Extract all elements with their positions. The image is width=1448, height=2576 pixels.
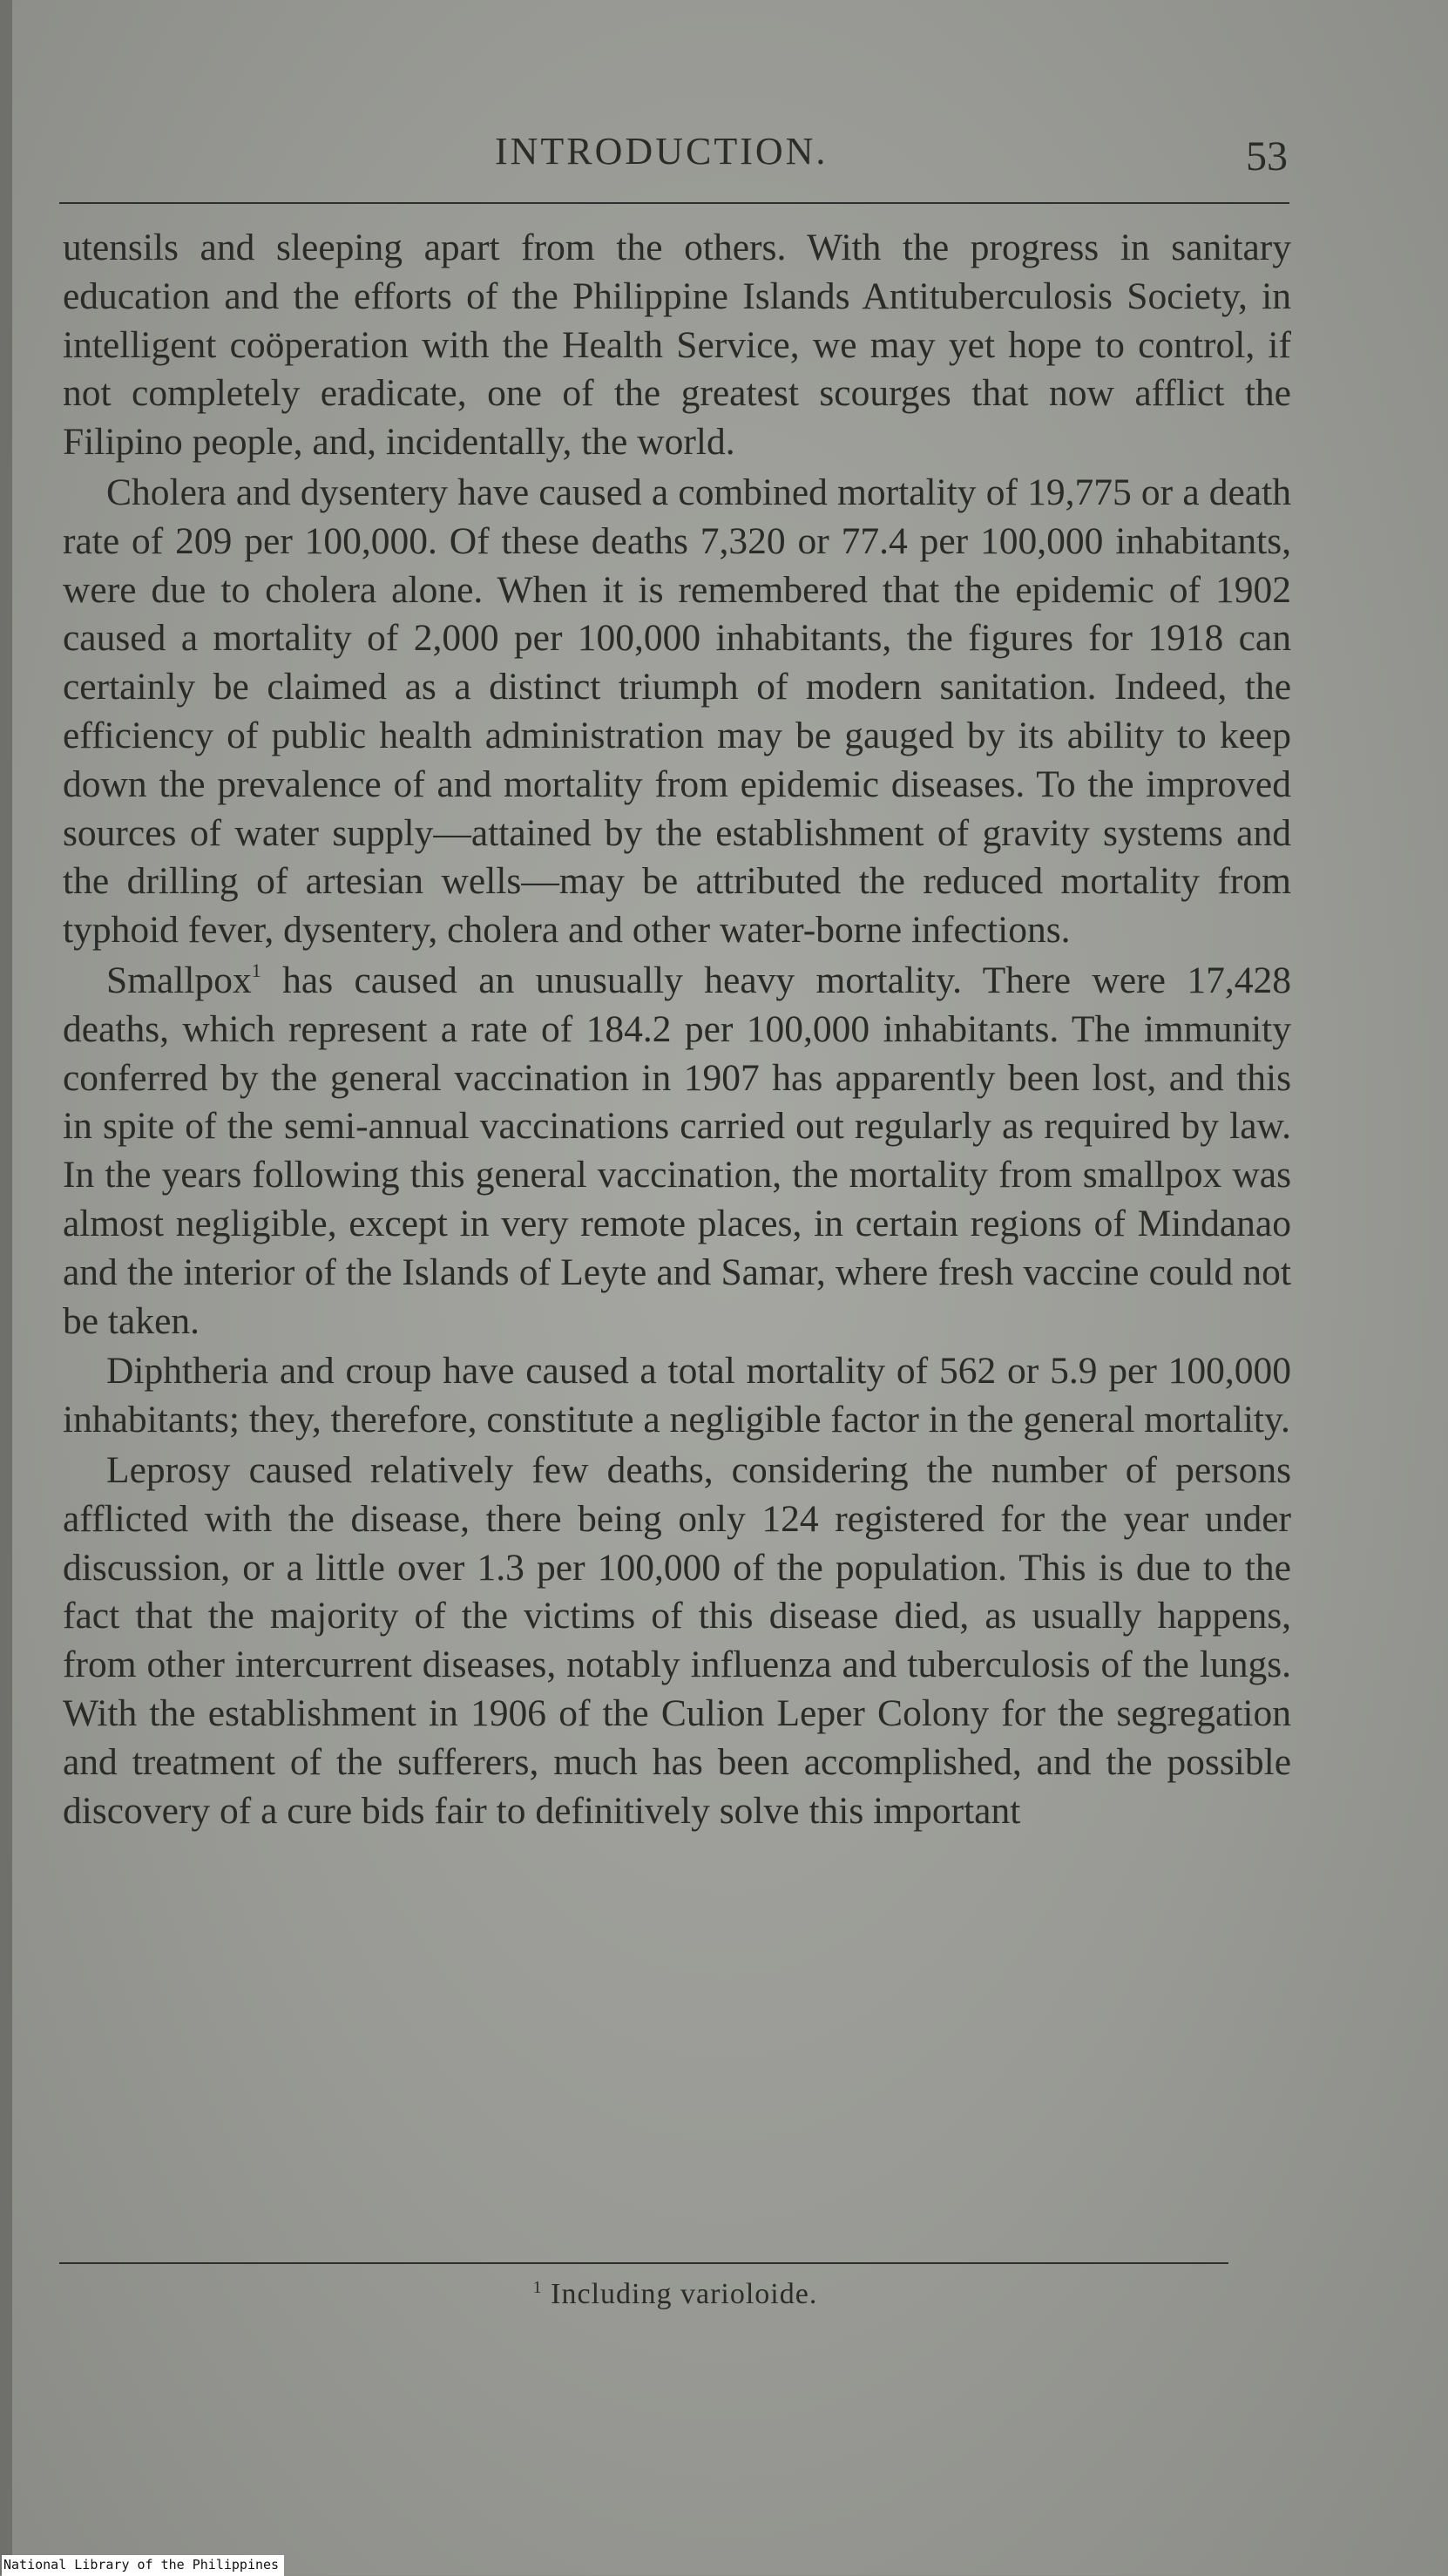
page-number: 53 [1246,133,1288,180]
paragraph-leprosy: Leprosy caused relatively few deaths, considering the number of persons afflicted with the disease, there being only 124 registered for the year under discussion, or a little over 1.3 per 100,000 of the population. This is due to the fact that the majority of the victims of this disease died, as usually happens, from other intercurrent diseases, notably influenza and tuberculosis of the lungs. With the establishment in 1906 of the Culion Leper Colony for the segregation and treatment of the sufferers, much has been accomplished, and the possible discovery of a cure bids fair to definitively solve this important [63,1448,1291,1832]
paragraph-smallpox [63,957,1291,1346]
footnote-text: Including varioloide. [551,2278,818,2310]
footnote-rule [59,2262,1228,2264]
smallpox-lead: Smallpox [106,959,252,1001]
page-left-edge [0,0,12,2575]
footnote-marker: 1 [532,2278,543,2297]
paragraph-diphtheria: Diphtheria and croup have caused a total mortality of 562 or 5.9 per 100,000 inhabitants; they, therefore, constitute a negligible factor in the general mortality. [63,1350,1291,1441]
running-title: INTRODUCTION. [495,130,829,173]
smallpox-text: has caused an unusually heavy mortality. There were 17,428 deaths, which represent a rate of 184.2 per 100,000 inhabitants. The immunity conferred by the general vaccination in 1907 has apparently been lost, and this in spite of the semi-annual vaccinations carried out regularly as required by law. In the years following this general vaccination, the mortality from smallpox was almost negligible, except in very remote places, in certain regions of Mindanao and the interior of the Islands of Leyte and Samar, where fresh vaccine could not be taken. [63,959,1291,1342]
paragraph-tuberculosis-continued: utensils and sleeping apart from the others. With the progress in sanitary education and the efforts of the Philippine Islands Antituberculosis Society, in intelligent coöperation with the Health Service, we may yet hope to control, if not completely eradicate, one of the greatest scourges that now afflict the Filipino people, and, incidentally, the world. [63,227,1291,464]
paragraph-cholera-dysentery: Cholera and dysentery have caused a combined mortality of 19,775 or a death rate of 209 per 100,000. Of these deaths 7,320 or 77.4 per 100,000 inhabitants, were due to cholera alone. When it is remembered that the epidemic of 1902 caused a mortality of 2,000 per 100,000 inhabitants, the figures for 1918 can certainly be claimed as a distinct triumph of modern sanitation. Indeed, the efficiency of public health administration may be gauged by its ability to keep down the prevalence of and mortality from epidemic diseases. To the improved sources of water supply—attained by the establishment of gravity systems and the drilling of artesian wells—may be attributed the reduced mortality from typhoid fever, dysentery, cholera and other water-borne infections. [63,471,1291,952]
footnote-reference: 1 [251,959,261,981]
page-header [59,129,1288,190]
body-text [63,224,1291,1835]
footnote [0,2278,1350,2311]
header-rule [59,202,1289,204]
library-credit: National Library of the Philippines [2,2555,284,2576]
